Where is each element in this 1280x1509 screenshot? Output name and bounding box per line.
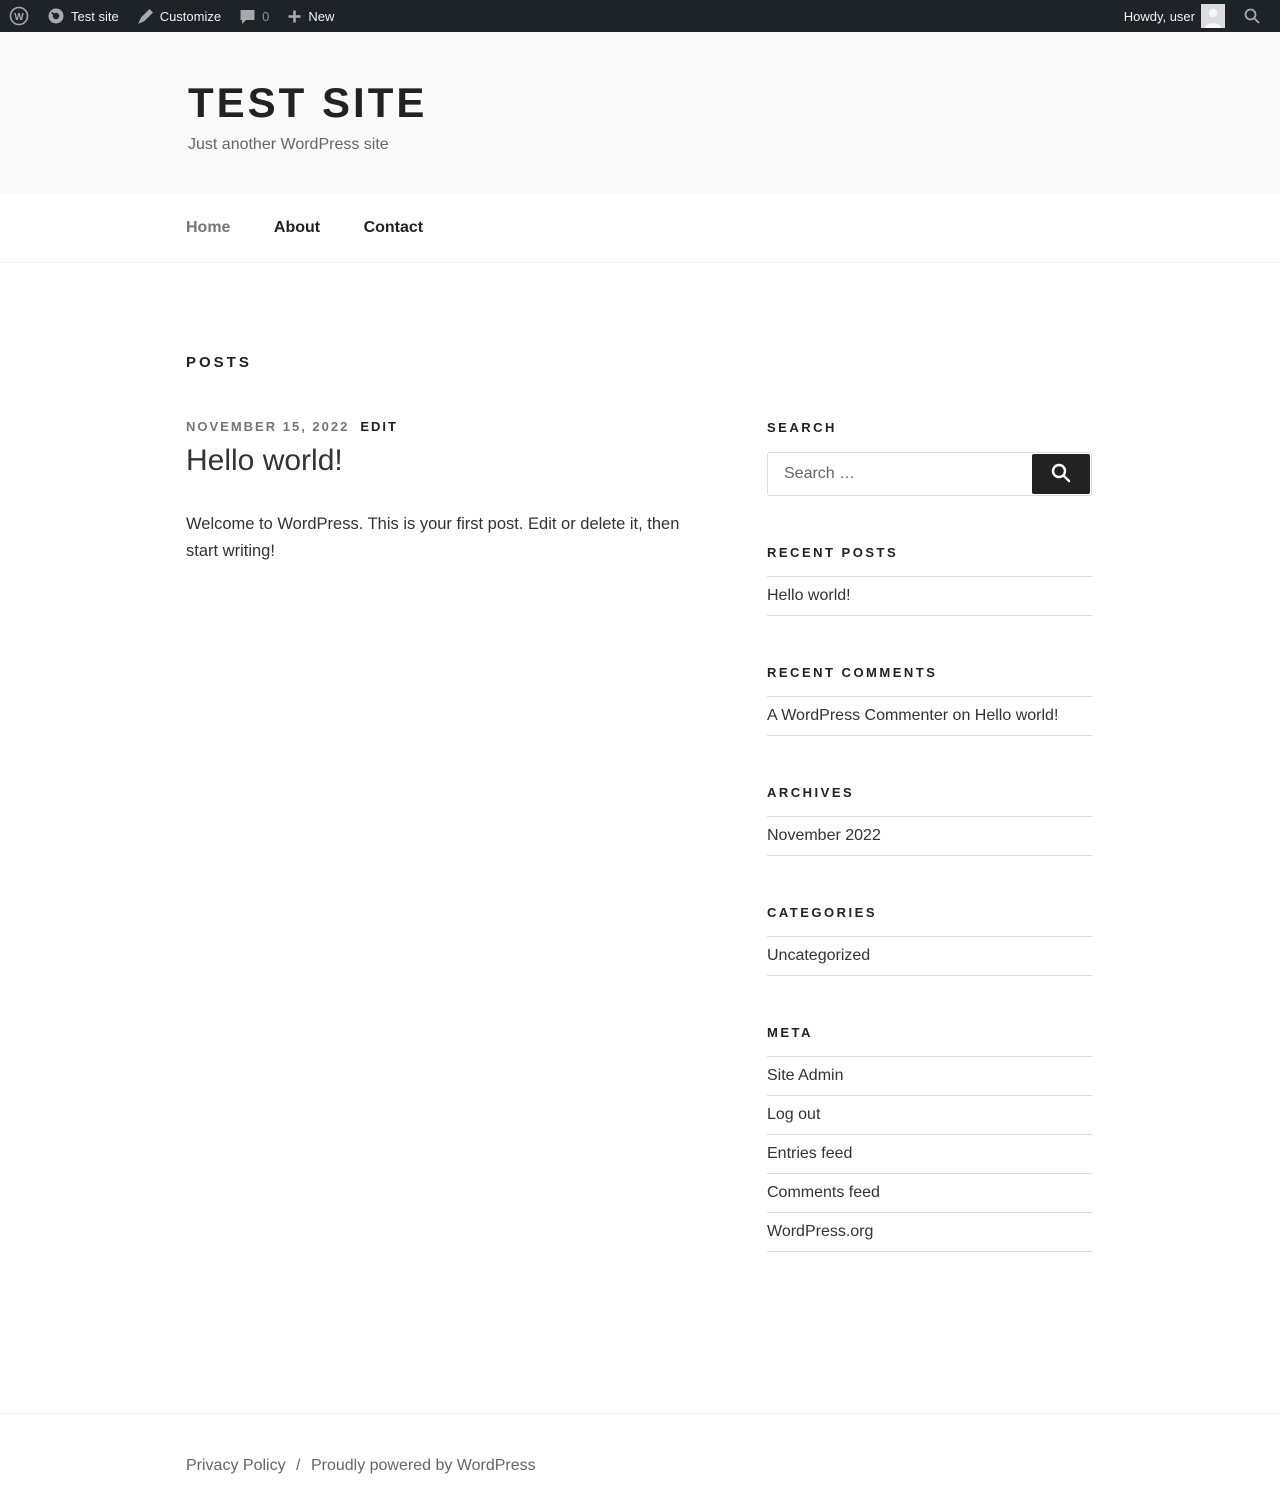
- wordpress-logo-icon: [9, 6, 29, 26]
- admin-search-toggle[interactable]: [1234, 0, 1270, 32]
- new-content-menu-item[interactable]: [278, 0, 343, 32]
- list-item: [767, 1135, 1092, 1174]
- list-item: [767, 1057, 1092, 1096]
- meta-widget: [767, 1025, 1092, 1252]
- nav-item-about[interactable]: About: [273, 219, 321, 236]
- privacy-policy-link[interactable]: Privacy Policy: [186, 1457, 286, 1474]
- category-link[interactable]: Uncategorized: [767, 947, 871, 964]
- commented-post-link[interactable]: Hello world!: [974, 707, 1059, 724]
- my-account-menu-item[interactable]: [1115, 0, 1234, 32]
- recent-posts-title: RECENT POSTS: [767, 545, 899, 560]
- site-admin-link[interactable]: Site Admin: [767, 1067, 844, 1084]
- dashboard-gauge-icon: [47, 7, 65, 25]
- list-item: [767, 697, 1092, 736]
- paintbrush-icon: [137, 8, 154, 25]
- search-icon: [1243, 7, 1261, 25]
- comment-bubble-icon: [239, 8, 256, 25]
- search-form: [767, 452, 1092, 496]
- wordpress-menu-item[interactable]: [0, 0, 38, 32]
- post-date-link[interactable]: NOVEMBER 15, 2022: [186, 419, 350, 434]
- post-meta: [186, 419, 706, 434]
- comment-count: 0: [262, 8, 270, 24]
- recent-comments-widget: [767, 665, 1092, 736]
- page-title: POSTS: [186, 354, 252, 371]
- content-area: [0, 263, 1280, 1413]
- customize-label: Customize: [159, 8, 222, 24]
- footer-separator: /: [296, 1457, 301, 1474]
- nav-item-home[interactable]: Home: [186, 219, 231, 236]
- list-item: [767, 817, 1092, 856]
- new-label: New: [308, 8, 335, 24]
- post-edit-link[interactable]: EDIT: [360, 419, 398, 434]
- comments-feed-link[interactable]: Comments feed: [767, 1184, 880, 1201]
- post-title-link[interactable]: Hello world!: [186, 444, 343, 477]
- powered-by-link[interactable]: Proudly powered by WordPress: [310, 1457, 536, 1474]
- archives-widget: [767, 785, 1092, 856]
- search-widget: [767, 420, 1092, 496]
- site-footer: [0, 1413, 1280, 1509]
- categories-title: CATEGORIES: [767, 905, 877, 920]
- log-out-link[interactable]: Log out: [767, 1106, 821, 1123]
- list-item: [767, 577, 1092, 616]
- site-header: [0, 32, 1280, 194]
- nav-item-contact[interactable]: Contact: [363, 219, 424, 236]
- list-item: [767, 1213, 1092, 1252]
- site-name-menu-item[interactable]: [38, 0, 128, 32]
- archives-title: ARCHIVES: [767, 785, 855, 800]
- search-widget-title: SEARCH: [767, 420, 837, 435]
- wordpress-org-link[interactable]: WordPress.org: [767, 1223, 874, 1240]
- archive-link[interactable]: November 2022: [767, 827, 881, 844]
- search-submit-button[interactable]: [1032, 454, 1090, 494]
- plus-icon: [287, 9, 302, 24]
- categories-widget: [767, 905, 1092, 976]
- recent-posts-widget: [767, 545, 1092, 616]
- site-title[interactable]: TEST SITE: [188, 79, 428, 126]
- svg-text:W: W: [14, 12, 24, 23]
- sidebar: [767, 354, 1092, 1301]
- site-tagline: Just another WordPress site: [188, 136, 389, 153]
- avatar: [1201, 4, 1225, 28]
- posts-main-column: [186, 354, 706, 1301]
- recent-post-link[interactable]: Hello world!: [767, 587, 851, 604]
- list-item: [767, 937, 1092, 976]
- comments-menu-item[interactable]: [230, 0, 278, 32]
- howdy-label: Howdy, user: [1123, 8, 1195, 24]
- site-name-label: Test site: [71, 8, 119, 24]
- admin-bar: [0, 0, 1280, 32]
- recent-comments-title: RECENT COMMENTS: [767, 665, 938, 680]
- comment-connector: on: [952, 707, 971, 724]
- post-article: [186, 419, 706, 565]
- meta-title: META: [767, 1025, 813, 1040]
- list-item: [767, 1096, 1092, 1135]
- list-item: [767, 1174, 1092, 1213]
- post-content: Welcome to WordPress. This is your first post. Edit or delete it, then start writing!: [186, 514, 680, 560]
- comment-author-link[interactable]: A WordPress Commenter: [767, 707, 949, 724]
- entries-feed-link[interactable]: Entries feed: [767, 1145, 853, 1162]
- customize-menu-item[interactable]: [128, 0, 230, 32]
- search-icon: [1050, 462, 1072, 487]
- primary-navigation: [0, 194, 1280, 263]
